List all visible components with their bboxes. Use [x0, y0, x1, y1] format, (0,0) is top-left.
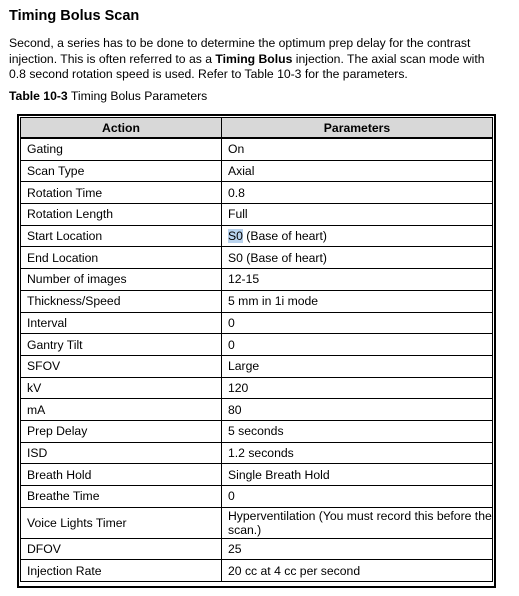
intro-bold-term: Timing Bolus: [215, 51, 293, 66]
action-cell: Prep Delay: [21, 420, 222, 442]
selected-text-highlight[interactable]: S0: [228, 229, 243, 244]
parameter-cell: 120: [222, 377, 493, 399]
column-header-parameters: Parameters: [222, 118, 493, 139]
table-row: [21, 420, 493, 442]
parameter-cell: [222, 225, 493, 247]
intro-paragraph: [9, 36, 504, 83]
table-row: [21, 269, 493, 291]
action-cell: Thickness/Speed: [21, 290, 222, 312]
parameter-cell: 80: [222, 399, 493, 421]
action-cell: Start Location: [21, 225, 222, 247]
column-header-action: Action: [21, 118, 222, 139]
action-cell: Breath Hold: [21, 464, 222, 486]
table-row: [21, 377, 493, 399]
parameter-cell: 12-15: [222, 269, 493, 291]
action-cell: End Location: [21, 247, 222, 269]
table-row: [21, 486, 493, 508]
action-cell: Rotation Time: [21, 182, 222, 204]
parameter-cell: 0: [222, 334, 493, 356]
parameter-cell: 20 cc at 4 cc per second: [222, 560, 493, 582]
table-caption: [9, 89, 207, 103]
action-cell: kV: [21, 377, 222, 399]
action-cell: Voice Lights Timer: [21, 507, 222, 538]
action-cell: Scan Type: [21, 160, 222, 182]
parameter-cell: On: [222, 138, 493, 160]
table-row: [21, 160, 493, 182]
action-cell: Rotation Length: [21, 204, 222, 226]
parameter-cell: Full: [222, 204, 493, 226]
parameter-cell: 5 mm in 1i mode: [222, 290, 493, 312]
table-row: [21, 464, 493, 486]
table-header-row: [21, 118, 493, 139]
action-cell: mA: [21, 399, 222, 421]
table-row: [21, 355, 493, 377]
table-row: [21, 247, 493, 269]
parameter-cell: 0.8: [222, 182, 493, 204]
action-cell: Injection Rate: [21, 560, 222, 582]
action-cell: SFOV: [21, 355, 222, 377]
parameter-cell: 5 seconds: [222, 420, 493, 442]
parameter-cell: Axial: [222, 160, 493, 182]
action-cell: Breathe Time: [21, 486, 222, 508]
parameter-cell: Hyperventilation (You must record this before the scan.): [222, 507, 493, 538]
table-row: [21, 225, 493, 247]
table-row: [21, 334, 493, 356]
action-cell: Interval: [21, 312, 222, 334]
action-cell: Gating: [21, 138, 222, 160]
table-row: [21, 204, 493, 226]
action-cell: DFOV: [21, 538, 222, 560]
table-row: [21, 507, 493, 538]
section-heading: Timing Bolus Scan: [9, 8, 140, 24]
parameter-cell: Single Breath Hold: [222, 464, 493, 486]
parameter-cell: 0: [222, 486, 493, 508]
action-cell: ISD: [21, 442, 222, 464]
table-row: [21, 538, 493, 560]
parameters-table-frame: [17, 114, 496, 588]
parameter-cell: Large: [222, 355, 493, 377]
parameter-cell: 0: [222, 312, 493, 334]
table-caption-label: Table 10-3: [9, 89, 68, 103]
action-cell: Gantry Tilt: [21, 334, 222, 356]
intro-text-after: injection. The axial scan mode with 0.8 second rotation speed is used. Refer to Table 10-3 for the parameters.: [9, 51, 485, 81]
parameter-cell-rest: (Base of heart): [242, 229, 327, 244]
table-row: [21, 442, 493, 464]
table-row: [21, 182, 493, 204]
table-row: [21, 399, 493, 421]
action-cell: Number of images: [21, 269, 222, 291]
parameter-cell: 25: [222, 538, 493, 560]
table-row: [21, 560, 493, 582]
table-caption-text: Timing Bolus Parameters: [67, 89, 208, 103]
parameters-table: [20, 117, 493, 582]
table-row: [21, 290, 493, 312]
intro-text-before: Second, a series has to be done to determine the optimum prep delay for the contrast injection. This is often referred to as a: [9, 36, 471, 66]
parameter-cell: S0 (Base of heart): [222, 247, 493, 269]
table-row: [21, 138, 493, 160]
table-row: [21, 312, 493, 334]
parameter-cell: 1.2 seconds: [222, 442, 493, 464]
